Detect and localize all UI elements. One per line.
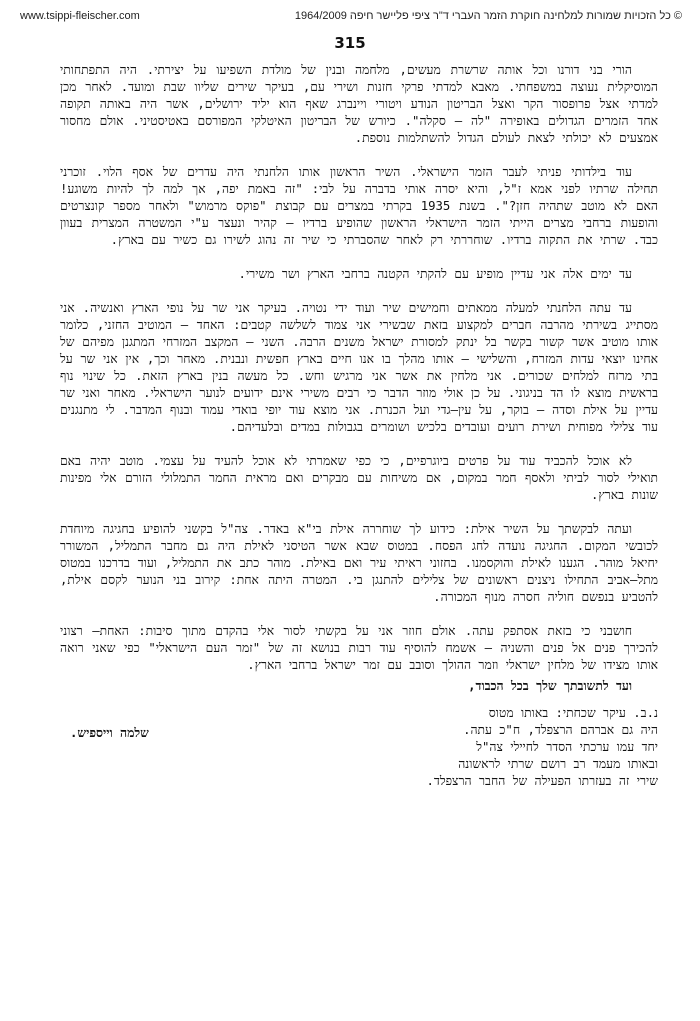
paragraph: עד עתה הלחנתי למעלה ממאתים וחמישים שיר ועוד ידי נטויה. בעיקר אני שר על נופי הארץ ואנשיה. אני מסתייג בשירתי מהרבה חברים למקצוע בזאת שבשירי אני צמוד לשלשה קטבים: האחד – המוטיב החזני, כלומר אותו מוטיב אשר קשור בקשר בל ינתק למסורת ישראל משנים הרבה. השני – המקצב המזרחי המתגנן מפיהם של אחינו יוצאי עדות המזרח, והשלישי – אותו מהלך בו אנו חיים בארץ חפשית ונבנית. מאחר וכך, אין אני שר על בתי מרזח למלחים שכורים. אני מלחין את אשר אני מרגיש וחש. כל מעשה בנין בארץ הזאת. כל שינוי נוף בראשית מוצא לו הד בניגוני. על כן אולי מוזר הדבר כי רבים משירי אינם ידועים לנוער הישראלי. מאחר ואני שר עדיין על אילת וסדה – בוקר, על עין–גדי ועל הכנרת. אני מוצא עוד יופי בואדי עמוד ובנוף המדבר. לי מתנגנים עוד צלילי מפוחית ושירת רועים ועובדים בלכיש ושומרים בגבולות במדים ובלעדיהם.: [60, 301, 658, 434]
paragraph: הורי בני דורנו וכל אותה שרשרת מעשים, מלחמה ובנין של מולדת השפיעו על יצירתי. היה התפתחותי המוסיקלית נעוצה במשפחתי. מאבא למדתי פרקי חזנות ושירי עם, בעיקר שירים שליוו שבת ומועד. לאחר מכן למדתי אצל פרופסור הקר ואצל הבריטון הנודע ויטורי ויינברג שאף הוא יליד ירושלים, אשר היה באותה תקופה אחד הזמרים הגדולים באופירה "לה – סקלה". כיורש של הבריטון האיטלקי המפורסם באטיסטיני. אולם מחסור אמצעים לא יכולתי לצאת לעולם הגדול להשתלמות נוספת.: [60, 63, 658, 145]
paragraph: עוד בילדותי פניתי לעבר הזמר הישראלי. השיר הראשון אותו הלחנתי היה עדרים של אסף הלוי. זוכרני תחילה שרתיו לפני אמא ז"ל, והיא יסרה אותי בדברה על לבי: "זה באמת יפה, אך למה לך להיות משוגע! האם לא מוטב שתהיה חזן?". בשנת 1935 בקרתי במצרים עם קבוצת "פוקס מרמוש" ולאחר מספר קונצרטים והופעות ברחבי מצרים הייתי הזמר הישראלי הראשון שהופיע ברדיו – קהיר ונעצר ע"י המשטרה המצרית בעוון כבד. שרתי את התקוה ברדיו. שוחררתי רק לאחר שהסברתי כי שיר זה נהוג לשירו גם כשיר עם בארץ.: [60, 165, 658, 247]
page-header: [20, 8, 682, 26]
postscript-line: שירי זה בעזרתו הפעילה של החבר הרצפלד.: [426, 774, 658, 788]
paragraph: לא אוכל להכביד עוד על פרטים ביוגרפיים, כי כפי שאמרתי לא אוכל להעיד על עצמי. מוטב יהיה באם תואילי לסור לביתי ולאסף חמר במקום, אם משיחות עם מבקרים ואם מראית החמר התמלולי הזורם אלי מפינות שונות בארץ.: [60, 454, 658, 502]
website-url[interactable]: www.tsippi-fleischer.com: [20, 10, 140, 22]
postscript-line: נ.ב. עיקר שכחתי: באותו מטוס: [488, 706, 658, 720]
letter-body: [60, 62, 658, 790]
postscript-line: יחד עמו ערכתי הסדר לחיילי צה"ל: [476, 740, 658, 754]
closing-line: ועד לתשובתך שלך בכל הכבוד,: [468, 679, 632, 693]
postscript-line: ובאותו מעמד רב רושם שרתי לראשונה: [458, 757, 658, 771]
signature: שלמה וייספיש.: [70, 726, 149, 740]
paragraph: חושבני כי בזאת אסתפק עתה. אולם חוזר אני על בקשתי לסור אלי בהקדם מתוך סיבות: האחת– רצוני להכירך פנים אל פנים והשניה – אשמח להוסיף עוד רבות בנושא זה של "זמר העם הישראלי" כפי שאני רואה אותו מצידו של מלחין ישראלי וזמר ההולך וסובב עם זמר ישראל ברחבי הארץ.: [60, 624, 658, 672]
paragraph: ועתה לבקשתך על השיר אילת: כידוע לך שוחררה אילת בי"א באדר. צה"ל בקשני להופיע בחגיגה מיוחדת לכובשי המקום. החגיגה נועדה לחג הפסח. במטוס שבא אשר הטיסני לאילת היה גם מחבר התמליל, המשורר יחיאל מוהר. הגענו לאילת והוקסמנו. בחזוני ראיתי עיר ואם באילת. מוהר כתב את התמליל, ועוד בדרכנו במטוס מתל–אביב התחילו ניצנים ראשונים של צלילים להתנגן בי. המטרה היתה אחת: קירוב בני הנוער לקסם אילת, להטביע בנפשם חוליה חסרה מנוף המכורה.: [60, 522, 658, 604]
postscript: [60, 705, 658, 790]
postscript-line: היה גם אברהם הרצפלד, ח"כ עתה.: [463, 723, 658, 737]
page-number: 315: [334, 34, 366, 52]
paragraph: עד ימים אלה אני עדיין מופיע עם להקתי הקטנה ברחבי הארץ ושר משירי.: [238, 267, 632, 281]
copyright-notice: © כל הזכויות שמורות למלחינה חוקרת הזמר העברי ד"ר ציפי פליישר חיפה 1964/2009: [294, 10, 682, 22]
